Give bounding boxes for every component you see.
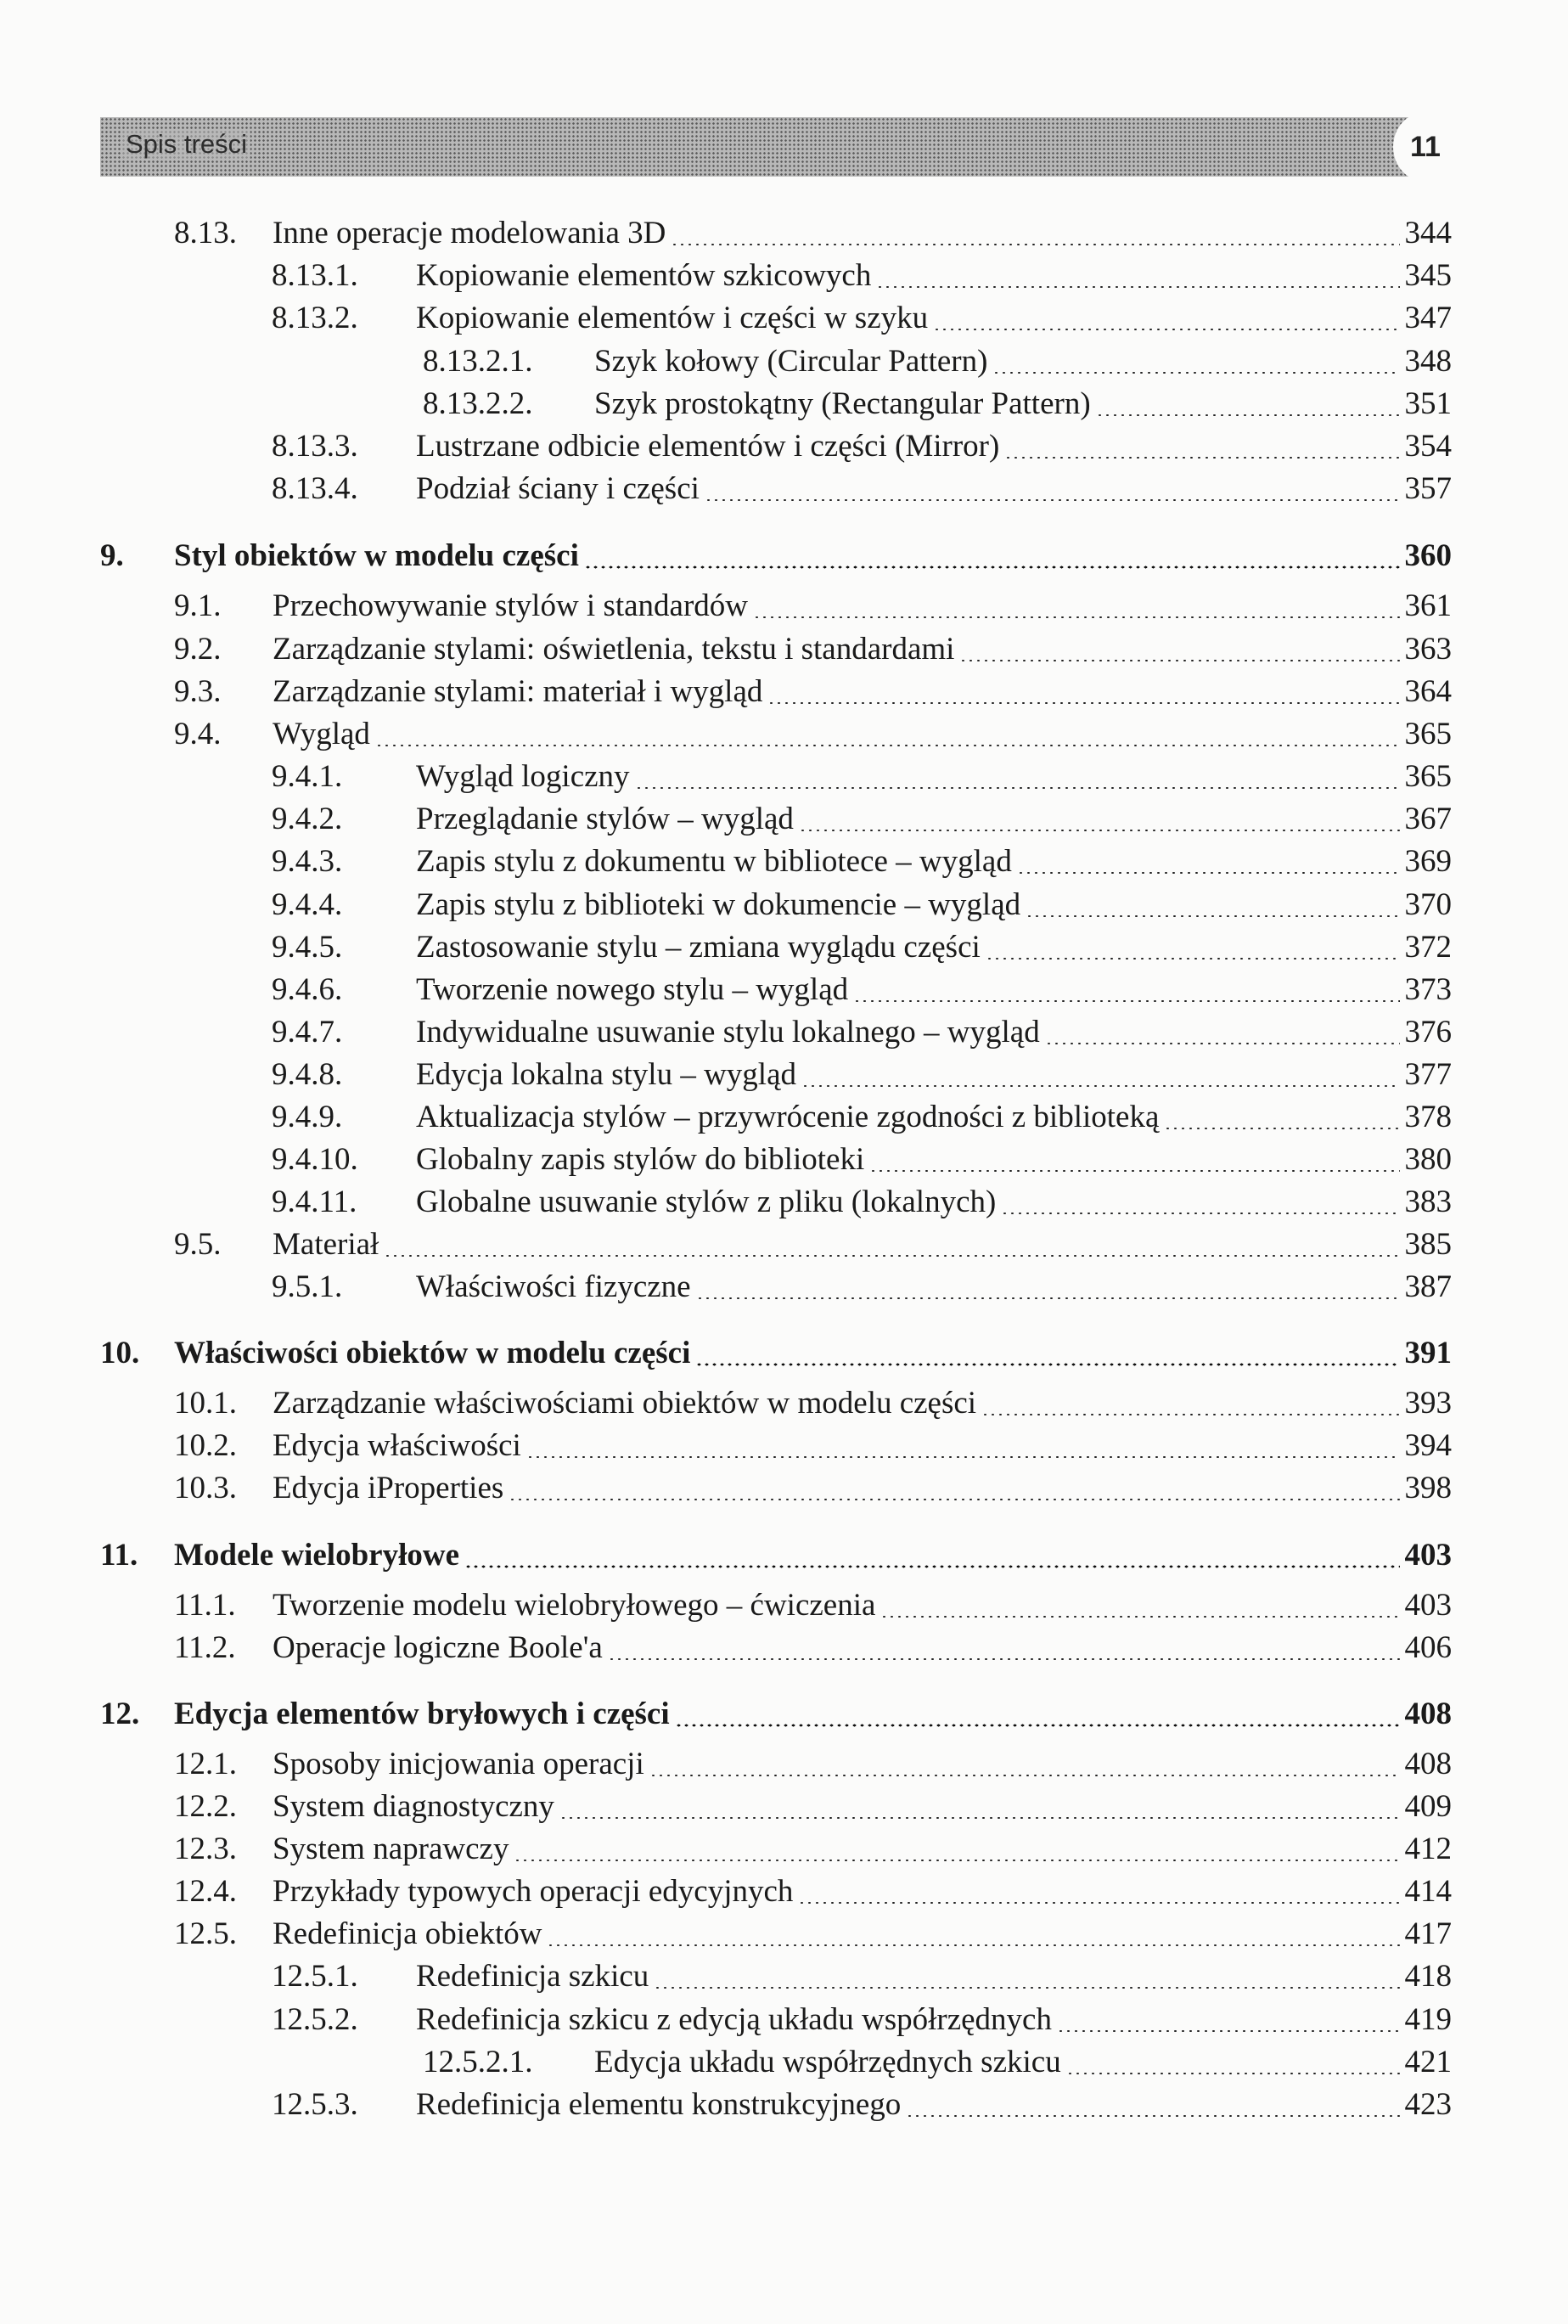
- leader-dots: [695, 1362, 1399, 1367]
- entry-title: Materiał: [273, 1227, 379, 1262]
- entry-title: Inne operacje modelowania 3D: [273, 216, 666, 250]
- entry-page: 383: [1404, 1185, 1452, 1219]
- toc-entry[interactable]: [174, 1831, 1452, 1873]
- leader-dots: [1001, 1211, 1399, 1216]
- entry-page: 354: [1404, 429, 1452, 464]
- entry-title: Redefinicja elementu konstrukcyjnego: [416, 2087, 902, 2122]
- toc-entry[interactable]: [272, 1099, 1452, 1141]
- leader-dots: [799, 828, 1400, 833]
- toc-entry[interactable]: [174, 1916, 1452, 1958]
- leader-dots: [375, 743, 1400, 748]
- leader-dots: [753, 615, 1399, 620]
- chapter-title: Właściwości obiektów w modelu części: [174, 1336, 691, 1370]
- entry-page: 344: [1404, 216, 1452, 250]
- toc-entry[interactable]: [174, 631, 1452, 673]
- entry-number: 10.3.: [174, 1471, 237, 1505]
- entry-page: 398: [1404, 1471, 1452, 1505]
- leader-dots: [509, 1497, 1399, 1502]
- toc-entry[interactable]: [174, 1427, 1452, 1470]
- entry-number: 9.4.4.: [272, 887, 343, 922]
- entry-page: 372: [1404, 930, 1452, 965]
- leader-dots: [654, 1985, 1399, 1990]
- entry-title: Globalny zapis stylów do biblioteki: [416, 1142, 865, 1177]
- entry-page: 365: [1404, 717, 1452, 751]
- entry-page: 377: [1404, 1057, 1452, 1092]
- entry-title: System naprawczy: [273, 1832, 509, 1866]
- toc-entry[interactable]: [272, 971, 1452, 1014]
- leader-dots: [559, 1815, 1400, 1820]
- toc-entry[interactable]: [272, 2001, 1452, 2044]
- leader-dots: [584, 565, 1400, 570]
- leader-dots: [464, 1564, 1400, 1569]
- entry-number: 11.2.: [174, 1630, 236, 1665]
- leader-dots: [869, 1168, 1399, 1173]
- entry-number: 9.4.7.: [272, 1015, 343, 1049]
- leader-dots: [705, 498, 1400, 503]
- page-number: 11: [1393, 112, 1458, 182]
- chapter-number: 11.: [100, 1538, 138, 1573]
- entry-title: Redefinicja obiektów: [273, 1916, 542, 1951]
- entry-number: 12.1.: [174, 1747, 237, 1781]
- entry-title: Przeglądanie stylów – wygląd: [416, 802, 794, 836]
- toc-entry[interactable]: [272, 257, 1452, 300]
- entry-page: 417: [1404, 1916, 1452, 1951]
- chapter-number: 10.: [100, 1336, 140, 1370]
- leader-dots: [514, 1858, 1399, 1863]
- leader-dots: [1096, 413, 1400, 418]
- entry-title: Tworzenie modelu wielobryłowego – ćwiczenia: [273, 1588, 876, 1623]
- entry-page: 378: [1404, 1100, 1452, 1134]
- chapter-page: 391: [1404, 1336, 1452, 1370]
- leader-dots: [1057, 2029, 1400, 2034]
- toc-chapter[interactable]: [100, 1696, 1452, 1738]
- entry-title: Edycja układu współrzędnych szkicu: [594, 2045, 1061, 2079]
- toc-entry[interactable]: [272, 801, 1452, 843]
- entry-number: 9.4.11.: [272, 1185, 357, 1219]
- toc-entry[interactable]: [174, 1587, 1452, 1629]
- entry-number: 12.5.2.1.: [423, 2045, 533, 2079]
- entry-page: 423: [1404, 2087, 1452, 2122]
- chapter-page: 408: [1404, 1697, 1452, 1731]
- chapter-page: 360: [1404, 538, 1452, 573]
- leader-dots: [1164, 1126, 1399, 1131]
- toc-entry[interactable]: [272, 1056, 1452, 1099]
- entry-title: Wygląd: [273, 717, 370, 751]
- entry-number: 8.13.4.: [272, 471, 358, 506]
- leader-dots: [853, 999, 1399, 1004]
- entry-number: 9.4.: [174, 717, 222, 751]
- entry-title: Właściwości fizyczne: [416, 1269, 691, 1304]
- entry-number: 12.2.: [174, 1789, 237, 1824]
- entry-number: 12.5.3.: [272, 2087, 358, 2122]
- toc-entry[interactable]: [174, 1470, 1452, 1512]
- toc-entry[interactable]: [272, 428, 1452, 470]
- leader-dots: [635, 785, 1400, 791]
- entry-title: Zarządzanie stylami: materiał i wygląd: [273, 674, 763, 709]
- toc-entry[interactable]: [174, 1788, 1452, 1831]
- entry-number: 9.4.5.: [272, 930, 343, 965]
- leader-dots: [671, 242, 1399, 247]
- entry-number: 12.5.2.: [272, 2002, 358, 2037]
- toc-entry[interactable]: [272, 1958, 1452, 2000]
- entry-title: Wygląd logiczny: [416, 759, 630, 794]
- entry-title: Redefinicja szkicu z edycją układu współrzędnych: [416, 2002, 1052, 2037]
- leader-dots: [1045, 1041, 1400, 1046]
- chapter-title: Modele wielobryłowe: [174, 1538, 459, 1573]
- toc-entry[interactable]: [272, 1269, 1452, 1311]
- entry-title: Indywidualne usuwanie stylu lokalnego – wygląd: [416, 1015, 1040, 1049]
- entry-page: 393: [1404, 1386, 1452, 1421]
- leader-dots: [696, 1296, 1400, 1301]
- chapter-title: Styl obiektów w modelu części: [174, 538, 579, 573]
- leader-dots: [1026, 914, 1399, 919]
- entry-page: 367: [1404, 802, 1452, 836]
- entry-number: 9.5.1.: [272, 1269, 343, 1304]
- entry-number: 10.1.: [174, 1386, 237, 1421]
- toc-entry[interactable]: [272, 758, 1452, 801]
- leader-dots: [1017, 870, 1400, 875]
- entry-number: 9.4.9.: [272, 1100, 343, 1134]
- entry-title: Przykłady typowych operacji edycyjnych: [273, 1874, 794, 1909]
- entry-number: 9.4.10.: [272, 1142, 358, 1177]
- entry-number: 10.2.: [174, 1428, 237, 1463]
- entry-page: 385: [1404, 1227, 1452, 1262]
- entry-number: 12.5.1.: [272, 1959, 358, 1994]
- toc-chapter[interactable]: [100, 1537, 1452, 1579]
- toc-entry[interactable]: [423, 343, 1452, 385]
- leader-dots: [1004, 455, 1399, 460]
- entry-number: 9.2.: [174, 632, 222, 667]
- chapter-title: Edycja elementów bryłowych i części: [174, 1697, 670, 1731]
- entry-page: 380: [1404, 1142, 1452, 1177]
- entry-number: 12.3.: [174, 1832, 237, 1866]
- leader-dots: [384, 1253, 1399, 1258]
- entry-page: 370: [1404, 887, 1452, 922]
- toc-entry[interactable]: [272, 300, 1452, 342]
- entry-number: 9.3.: [174, 674, 222, 709]
- entry-title: Zarządzanie właściwościami obiektów w modelu części: [273, 1386, 977, 1421]
- entry-number: 9.4.2.: [272, 802, 343, 836]
- toc-entry[interactable]: [174, 215, 1452, 257]
- toc-chapter[interactable]: [100, 537, 1452, 580]
- entry-number: 9.4.3.: [272, 844, 343, 879]
- toc-entry[interactable]: [423, 2044, 1452, 2086]
- entry-number: 8.13.1.: [272, 258, 358, 293]
- toc-entry[interactable]: [272, 1014, 1452, 1056]
- entry-page: 363: [1404, 632, 1452, 667]
- leader-dots: [675, 1723, 1400, 1728]
- chapter-number: 12.: [100, 1697, 140, 1731]
- toc-entry[interactable]: [272, 470, 1452, 513]
- toc-entry[interactable]: [174, 1226, 1452, 1269]
- leader-dots: [992, 370, 1399, 375]
- entry-number: 8.13.: [174, 216, 237, 250]
- entry-number: 8.13.2.: [272, 301, 358, 335]
- entry-title: Globalne usuwanie stylów z pliku (lokalnych): [416, 1185, 997, 1219]
- entry-title: Szyk kołowy (Circular Pattern): [594, 344, 988, 379]
- entry-page: 406: [1404, 1630, 1452, 1665]
- entry-page: 373: [1404, 972, 1452, 1007]
- toc-entry[interactable]: [174, 588, 1452, 630]
- entry-number: 8.13.3.: [272, 429, 358, 464]
- entry-title: Redefinicja szkicu: [416, 1959, 649, 1994]
- toc-chapter[interactable]: [100, 1335, 1452, 1377]
- toc-entry[interactable]: [423, 385, 1452, 428]
- leader-dots: [876, 284, 1399, 290]
- entry-title: Zapis stylu z dokumentu w bibliotece – wygląd: [416, 844, 1012, 879]
- toc-entry[interactable]: [174, 1629, 1452, 1672]
- entry-page: 357: [1404, 471, 1452, 506]
- section-title: Spis treści: [122, 129, 250, 160]
- toc-entry[interactable]: [272, 843, 1452, 886]
- entry-page: 421: [1404, 2045, 1452, 2079]
- leader-dots: [526, 1455, 1400, 1460]
- leader-dots: [986, 956, 1400, 961]
- toc-entry[interactable]: [174, 673, 1452, 716]
- entry-title: Lustrzane odbicie elementów i części (Mirror): [416, 429, 1000, 464]
- entry-title: Kopiowanie elementów i części w szyku: [416, 301, 929, 335]
- entry-title: Operacje logiczne Boole'a: [273, 1630, 603, 1665]
- entry-title: Edycja iProperties: [273, 1471, 504, 1505]
- entry-number: 12.5.: [174, 1916, 237, 1951]
- entry-title: Aktualizacja stylów – przywrócenie zgodności z biblioteką: [416, 1100, 1160, 1134]
- entry-title: Zapis stylu z biblioteki w dokumencie – wygląd: [416, 887, 1021, 922]
- entry-title: Sposoby inicjowania operacji: [273, 1747, 644, 1781]
- entry-title: Podział ściany i części: [416, 471, 700, 506]
- toc-entry[interactable]: [174, 716, 1452, 758]
- header-bar: [100, 117, 1453, 177]
- entry-number: 9.4.8.: [272, 1057, 343, 1092]
- leader-dots: [880, 1614, 1399, 1619]
- entry-title: Zarządzanie stylami: oświetlenia, tekstu i standardami: [273, 632, 955, 667]
- leader-dots: [608, 1657, 1400, 1662]
- entry-page: 394: [1404, 1428, 1452, 1463]
- entry-page: 345: [1404, 258, 1452, 293]
- leader-dots: [649, 1773, 1400, 1778]
- entry-page: 369: [1404, 844, 1452, 879]
- toc-entry[interactable]: [272, 2086, 1452, 2129]
- leader-dots: [906, 2113, 1399, 2119]
- entry-number: 9.1.: [174, 588, 222, 623]
- entry-page: 408: [1404, 1747, 1452, 1781]
- toc-entry[interactable]: [272, 886, 1452, 929]
- leader-dots: [1066, 2071, 1400, 2076]
- entry-number: 8.13.2.2.: [423, 386, 533, 421]
- entry-page: 419: [1404, 2002, 1452, 2037]
- entry-title: Tworzenie nowego stylu – wygląd: [416, 972, 849, 1007]
- entry-title: System diagnostyczny: [273, 1789, 554, 1824]
- entry-page: 387: [1404, 1269, 1452, 1304]
- entry-page: 418: [1404, 1959, 1452, 1994]
- entry-page: 348: [1404, 344, 1452, 379]
- entry-page: 403: [1404, 1588, 1452, 1623]
- leader-dots: [798, 1900, 1399, 1905]
- chapter-page: 403: [1404, 1538, 1452, 1573]
- entry-title: Zastosowanie stylu – zmiana wyglądu części: [416, 930, 981, 965]
- entry-number: 11.1.: [174, 1588, 236, 1623]
- leader-dots: [767, 701, 1399, 706]
- toc-entry[interactable]: [174, 1746, 1452, 1788]
- toc-entry[interactable]: [272, 1141, 1452, 1184]
- entry-page: 351: [1404, 386, 1452, 421]
- entry-page: 414: [1404, 1874, 1452, 1909]
- entry-page: 412: [1404, 1832, 1452, 1866]
- entry-number: 9.4.6.: [272, 972, 343, 1007]
- toc-entry[interactable]: [272, 1184, 1452, 1226]
- entry-page: 365: [1404, 759, 1452, 794]
- toc-entry[interactable]: [174, 1385, 1452, 1427]
- toc-entry[interactable]: [272, 929, 1452, 971]
- entry-number: 8.13.2.1.: [423, 344, 533, 379]
- entry-number: 9.5.: [174, 1227, 222, 1262]
- leader-dots: [981, 1412, 1399, 1417]
- entry-number: 12.4.: [174, 1874, 237, 1909]
- entry-page: 376: [1404, 1015, 1452, 1049]
- leader-dots: [801, 1083, 1399, 1089]
- entry-number: 9.4.1.: [272, 759, 343, 794]
- leader-dots: [933, 327, 1399, 332]
- entry-page: 347: [1404, 301, 1452, 335]
- entry-title: Przechowywanie stylów i standardów: [273, 588, 749, 623]
- entry-page: 364: [1404, 674, 1452, 709]
- entry-title: Szyk prostokątny (Rectangular Pattern): [594, 386, 1091, 421]
- leader-dots: [959, 658, 1399, 663]
- entry-title: Kopiowanie elementów szkicowych: [416, 258, 872, 293]
- leader-dots: [547, 1943, 1399, 1948]
- entry-page: 409: [1404, 1789, 1452, 1824]
- entry-title: Edycja lokalna stylu – wygląd: [416, 1057, 797, 1092]
- chapter-number: 9.: [100, 538, 124, 573]
- toc-entry[interactable]: [174, 1873, 1452, 1916]
- entry-title: Edycja właściwości: [273, 1428, 521, 1463]
- entry-page: 361: [1404, 588, 1452, 623]
